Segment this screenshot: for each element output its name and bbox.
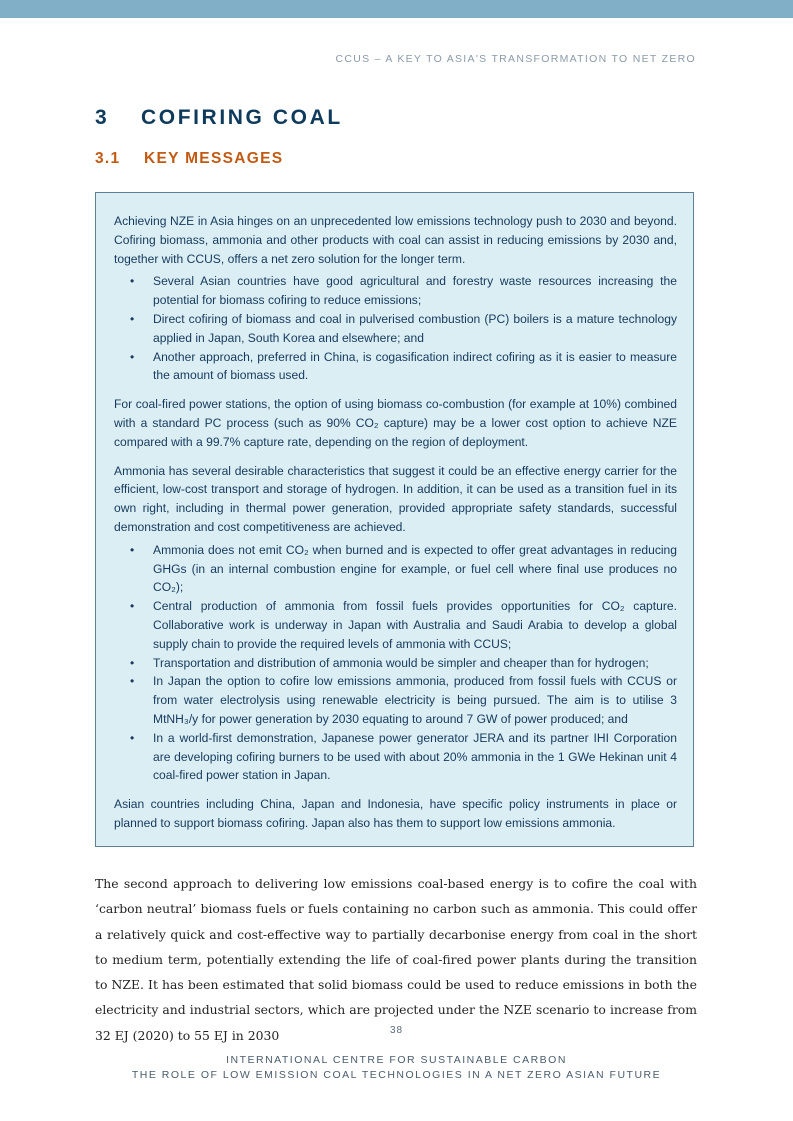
key-messages-paragraph-ammonia: Ammonia has several desirable characteristics that suggest it could be an effective energy carrier for the efficient, low-cost transport and storage of hydrogen. In addition, it can be used as a transition fuel in its own right, including in thermal power generation, provided appropriate safety standards, successful demonstration and cost competitiveness are achieved. [114,463,677,534]
bullet-icon: • [130,655,135,670]
body-paragraph: The second approach to delivering low emissions coal-based energy is to cofire the coal with ‘carbon neutral’ biomass fuels or fuels containing no carbon such as ammonia. This could offer a relatively quick and cost-effective way to partially decarbonise energy from coal in the short to medium term, potentially extending the life of coal-fired power plants during the transition to NZE. It has been estimated that solid biomass could be used to reduce emissions in both the electricity and industrial sectors, which are projected under the NZE scenario to increase from 32 EJ (2020) to 55 EJ in 2030 [95,876,697,1043]
top-color-band [0,0,793,18]
chapter-number: 3 [95,106,110,129]
bullet-icon: • [130,674,135,689]
list-item: • Direct cofiring of biomass and coal in pulverised combustion (PC) boilers is a mature technology applied in Japan, South Korea and elsewhere; and [130,311,677,345]
bullet-icon: • [130,311,135,326]
page-number: 38 [389,1025,404,1036]
key-messages-paragraph-policy: Asian countries including China, Japan and Indonesia, have specific policy instruments in place or planned to support biomass cofiring. Japan also has them to support low emissions ammonia. [114,797,677,830]
footer-line-organization: INTERNATIONAL CENTRE FOR SUSTAINABLE CARBON [226,1054,567,1066]
running-header: CCUS – A KEY TO ASIA'S TRANSFORMATION TO NET ZERO [335,53,696,65]
bullet-list-ammonia [114,541,677,785]
bullet-icon: • [130,542,135,557]
list-item: • Another approach, preferred in China, is cogasification indirect cofiring as it is easier to measure the amount of biomass used. [130,349,677,383]
section-title [95,150,283,168]
list-item: • Central production of ammonia from fossil fuels provides opportunities for CO₂ capture. Collaborative work is underway in Japan with Australia and Saudi Arabia to develop a global supply chain to provide the required levels of ammonia with CCUS; [130,599,677,651]
list-item: • In Japan the option to cofire low emissions ammonia, produced from fossil fuels with CCUS or from water electrolysis using renewable electricity is being pursued. The aim is to utilise 3 MtNH₃/y for power generation by 2030 equating to around 7 GW of power produced; and [130,674,677,726]
page-footer [0,1053,793,1083]
list-item: • Transportation and distribution of ammonia would be simpler and cheaper than for hydrogen; [114,654,677,673]
section-title-text: KEY MESSAGES [144,150,284,167]
bullet-list-biomass [114,272,677,385]
chapter-title [95,106,343,130]
list-item: • Several Asian countries have good agricultural and forestry waste resources increasing the potential for biomass cofiring to reduce emissions; [130,274,677,308]
key-messages-intro: Achieving NZE in Asia hinges on an unprecedented low emissions technology push to 2030 and beyond. Cofiring biomass, ammonia and other products with coal can assist in reducing emissions by 2030 and, together with CCUS, offers a net zero solution for the longer term. [114,214,677,266]
section-number: 3.1 [95,150,121,167]
key-messages-box [95,192,694,847]
chapter-title-text: COFIRING COAL [141,106,343,129]
key-messages-paragraph-cocombustion: For coal-fired power stations, the option of using biomass co-combustion (for example at 10%) combined with a standard PC process (such as 90% CO₂ capture) may be a lower cost option to achieve NZE compared with a 99.7% capture rate, depending on the region of deployment. [114,397,677,449]
bullet-icon: • [130,274,135,289]
footer-line-report-title: THE ROLE OF LOW EMISSION COAL TECHNOLOGIES IN A NET ZERO ASIAN FUTURE [131,1069,662,1081]
bullet-icon: • [130,599,135,614]
list-item: • Ammonia does not emit CO₂ when burned and is expected to offer great advantages in reducing GHGs (in an internal combustion engine for example, or fuel cell where final use produces no CO₂); [130,542,677,595]
list-item: • In a world-first demonstration, Japanese power generator JERA and its partner IHI Corporation are developing cofiring burners to be used with about 20% ammonia in the 1 GWe Hekinan unit 4 coal-fired power station in Japan. [130,730,677,783]
bullet-icon: • [130,349,135,364]
bullet-icon: • [130,730,135,745]
